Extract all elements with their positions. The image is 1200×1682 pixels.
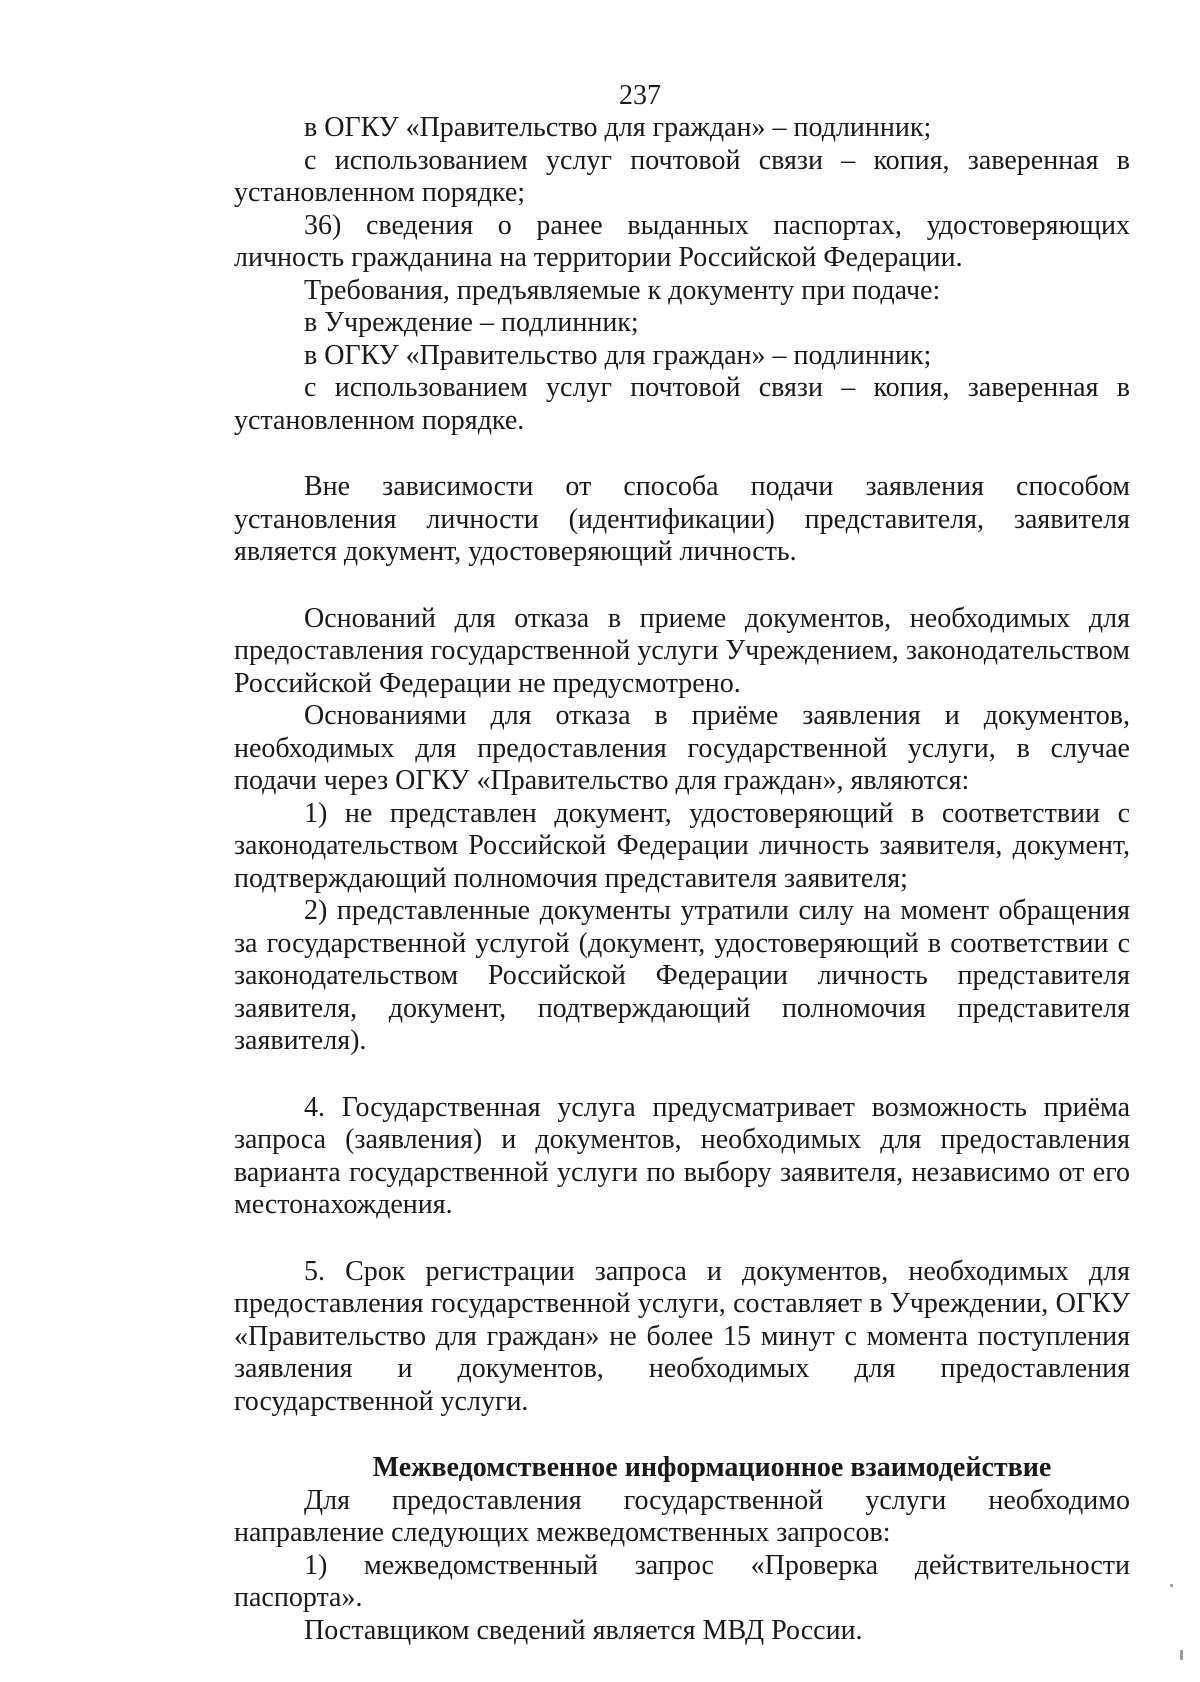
paragraph: Основаниями для отказа в приёме заявления и документов, необходимых для предоставления государственной услуги, в случае подачи через ОГКУ «Правительство для граждан», являются: xyxy=(234,700,1130,796)
paragraph: в Учреждение – подлинник; xyxy=(304,307,639,338)
document-body xyxy=(234,112,1130,1647)
paragraph: 36) сведения о ранее выданных паспортах, удостоверяющих личность гражданина на территории Российской Федерации. xyxy=(234,209,1130,273)
paragraph: с использованием услуг почтовой связи – копия, заверенная в установленном порядке. xyxy=(234,372,1130,436)
paragraph: в ОГКУ «Правительство для граждан» – подлинник; xyxy=(304,339,932,371)
paragraph: Вне зависимости от способа подачи заявления способом установления личности (идентификации) представителя, заявителя является документ, удостоверяющий личность. xyxy=(234,471,1130,567)
paragraph: Оснований для отказа в приеме документов, необходимых для предоставления государственной услуги Учреждением, законодательством Российской Федерации не предусмотрено. xyxy=(234,602,1130,699)
paragraph: с использованием услуг почтовой связи – копия, заверенная в установленном порядке; xyxy=(234,144,1130,208)
paragraph: 4. Государственная услуга предусматривает возможность приёма запроса (заявления) и документов, необходимых для предоставления варианта государственной услуги по выбору заявителя, независимо от его местонахождения. xyxy=(234,1091,1130,1220)
scan-speck xyxy=(1180,1650,1183,1660)
paragraph: в ОГКУ «Правительство для граждан» – подлинник; xyxy=(304,112,932,143)
paragraph: Для предоставления государственной услуги необходимо направление следующих межведомственных запросов: xyxy=(234,1484,1130,1548)
paragraph: 1) не представлен документ, удостоверяющий в соответствии с законодательством Российской Федерации личность заявителя, документ, подтверждающий полномочия представителя заявителя; xyxy=(234,797,1130,894)
page-number: 237 xyxy=(619,80,661,111)
paragraph: Поставщиком сведений является МВД России. xyxy=(304,1614,863,1646)
paragraph: 2) представленные документы утратили силу на момент обращения за государственной услугой (документ, удостоверяющий в соответствии с законодательством Российской Федерации личность представителя заявителя, документ, подтверждающий полномочия представителя заявителя). xyxy=(234,895,1130,1056)
paragraph: Требования, предъявляемые к документу при подаче: xyxy=(304,274,941,306)
scan-speck xyxy=(1170,1584,1173,1587)
paragraph: 5. Срок регистрации запроса и документов, необходимых для предоставления государственной услуги, составляет в Учреждении, ОГКУ «Правительство для граждан» не более 15 минут с момента поступления заявления и документов, необходимых для предоставления государственной услуги. xyxy=(234,1255,1130,1417)
section-heading: Межведомственное информационное взаимодействие xyxy=(372,1452,1052,1483)
paragraph: 1) межведомственный запрос «Проверка действительности паспорта». xyxy=(234,1549,1130,1613)
